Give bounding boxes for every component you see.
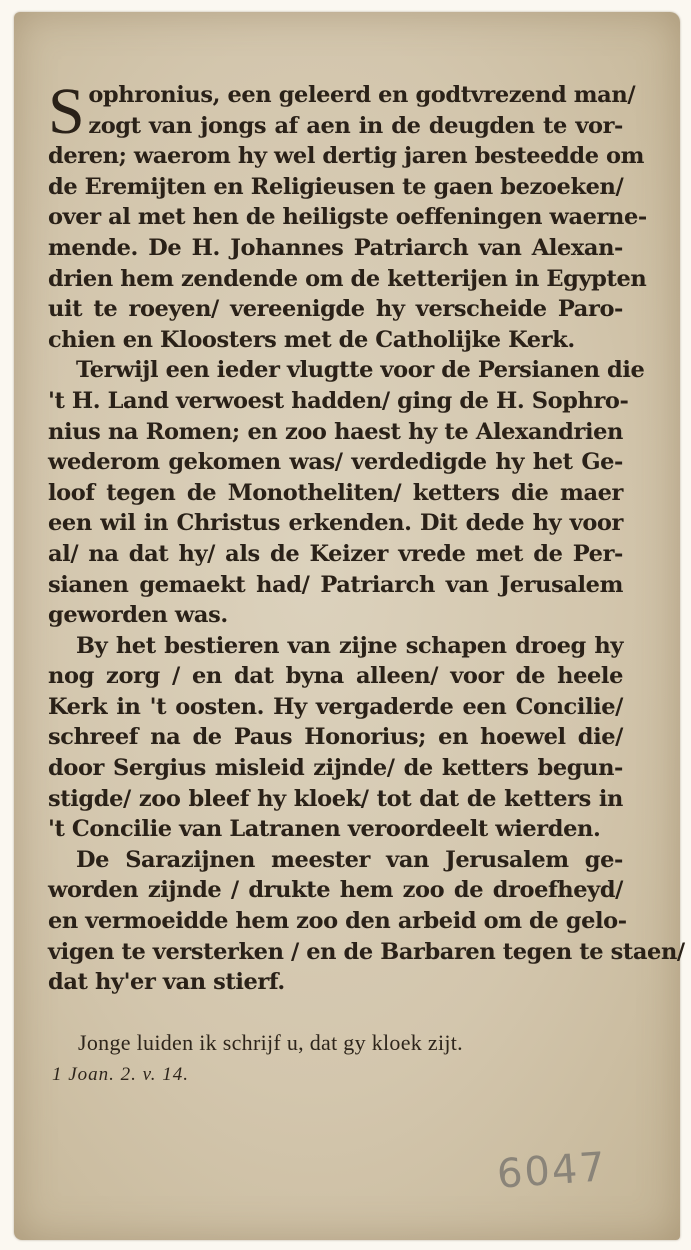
text-line: uit te roeyen/ vereenigde hy verscheide Paro- [48,296,623,323]
scripture-quote: Jonge luiden ik schrijf u, dat gy kloek zijt. [78,1030,463,1055]
text-line: dat hy'er van stierf. [48,969,285,996]
text-line: 't Concilie van Latranen veroordeelt wierden. [48,816,601,843]
text-line: een wil in Christus erkenden. Dit dede hy voor [48,510,623,537]
text-line: nog zorg / en dat byna alleen/ voor de heele [48,663,623,690]
text-line: schreef na de Paus Honorius; en hoewel die/ [48,724,623,751]
text-line: De Sarazijnen meester van Jerusalem ge- [76,846,623,873]
text-line: vigen te versterken / en de Barbaren tegen te staen/ [48,938,685,965]
scripture-reference: 1 Joan. 2. v. 14. [52,1064,189,1085]
text-line: geworden was. [48,602,228,629]
inventory-number: 6047 [495,1144,609,1198]
text-line: over al met hen de heiligste oeffeningen waerne- [48,204,647,231]
text-line: al/ na dat hy/ als de Keizer vrede met de Per- [48,540,623,567]
text-line: deren; waerom hy wel dertig jaren besteedde om [48,143,645,170]
text-line: ophronius, een geleerd en godtvrezend man/ [88,82,636,108]
text-line: mende. De H. Johannes Patriarch van Alexan- [48,234,623,261]
text-line: door Sergius misleid zijnde/ de ketters begun- [48,755,623,782]
text-line: stigde/ zoo bleef hy kloek/ tot dat de ketters in [48,785,623,812]
text-line: drien hem zendende om de ketterijen in Egypten [48,265,647,292]
text-line: zogt van jongs af aen in de deugden te vor- [88,112,623,139]
text-line: de Eremijten en Religieusen te gaen bezoeken/ [48,173,624,200]
text-line: By het bestieren van zijne schapen droeg hy [76,632,623,659]
body-text [48,75,685,998]
text-line: 't H. Land verwoest hadden/ ging de H. Sophro- [48,387,629,414]
text-line: en vermoeidde hem zoo den arbeid om de gelo- [48,908,627,935]
text-line: loof tegen de Monotheliten/ ketters die maer [48,479,623,506]
text-line: sianen gemaekt had/ Patriarch van Jerusalem [48,571,623,598]
text-line: wederom gekomen was/ verdedigde hy het Ge- [48,449,623,476]
text-line: Terwijl een ieder vlugtte voor de Persianen die [76,357,645,384]
text-line: chien en Kloosters met de Catholijke Kerk. [48,326,575,353]
text-line: nius na Romen; en zoo haest hy te Alexandrien [48,418,623,445]
text-line: worden zijnde / drukte hem zoo de droefheyd/ [48,877,623,904]
drop-cap: S [48,75,85,148]
text-line: Kerk in 't oosten. Hy vergaderde een Concilie/ [48,693,623,720]
